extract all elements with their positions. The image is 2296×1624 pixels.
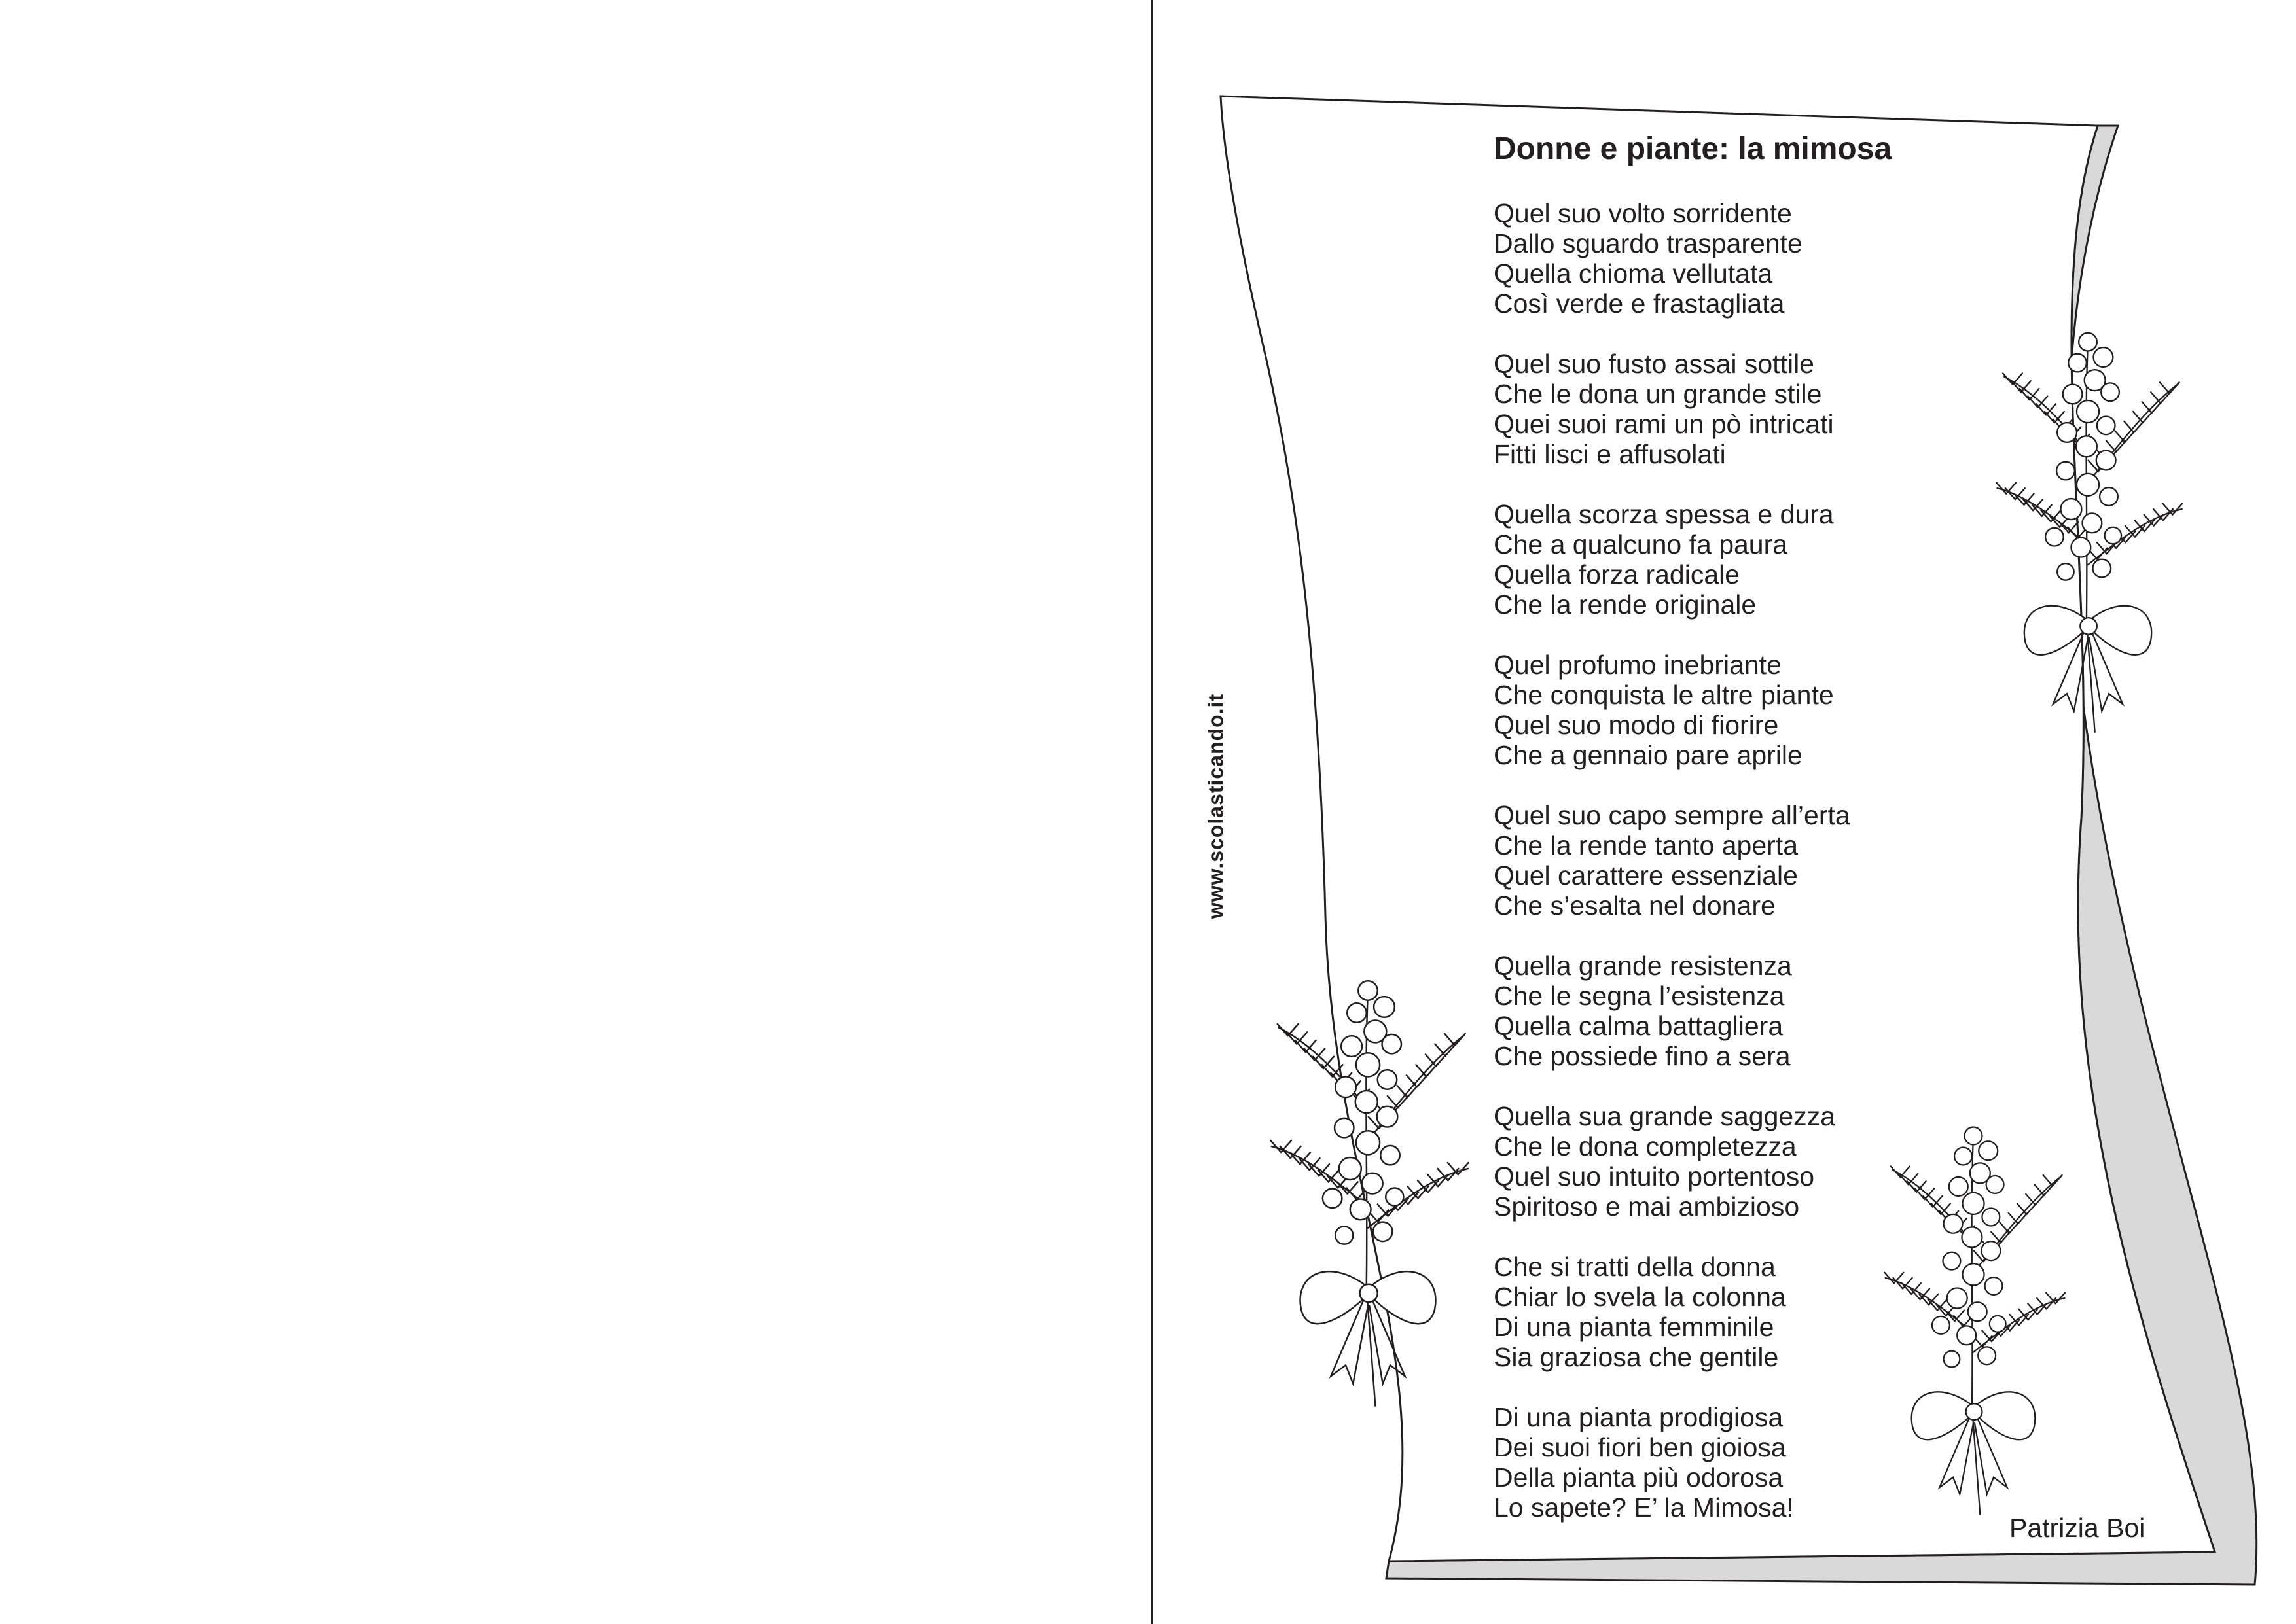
poem-line: Quel suo fusto assai sottile — [1494, 349, 1814, 379]
poem-author: Patrizia Boi — [2009, 1513, 2145, 1543]
mimosa-sprig-icon — [1983, 314, 2193, 746]
poem-line: Quel suo modo di fiorire — [1494, 710, 1779, 740]
stanza — [1494, 951, 2056, 1071]
poem-line: Quella calma battagliera — [1494, 1011, 1784, 1041]
stanza — [1494, 499, 2056, 620]
poem-line: Quella grande resistenza — [1494, 951, 1792, 981]
stanza — [1494, 800, 2056, 921]
poem-line: Che s’esalta nel donare — [1494, 891, 1776, 921]
poem-line: Che conquista le altre piante — [1494, 680, 1834, 710]
stanza — [1494, 349, 2056, 469]
mimosa-sprig-icon — [1872, 1106, 2075, 1531]
mimosa-sprig-icon — [1257, 942, 1479, 1439]
stanza — [1494, 198, 2056, 319]
poem-line: Di una pianta femminile — [1494, 1312, 1774, 1342]
stanza — [1494, 650, 2056, 770]
poem-line: Quei suoi rami un pò intricati — [1494, 409, 1834, 439]
poem-line: Quel suo volto sorridente — [1494, 198, 1792, 228]
poem-line: Quella forza radicale — [1494, 559, 1740, 590]
poem-line: Dei suoi fiori ben gioiosa — [1494, 1432, 1786, 1462]
poem-line: Quella chioma vellutata — [1494, 258, 1773, 289]
poem-line: Così verde e frastagliata — [1494, 289, 1785, 319]
poem-line: Sia graziosa che gentile — [1494, 1342, 1779, 1372]
poem-line: Lo sapete? E’ la Mimosa! — [1494, 1492, 1794, 1523]
poem-line: Quel suo intuito portentoso — [1494, 1161, 1815, 1192]
poem-line: Che la rende originale — [1494, 590, 1757, 620]
poem-line: Dallo sguardo trasparente — [1494, 228, 1803, 258]
poem-line: Fitti lisci e affusolati — [1494, 439, 1726, 469]
poem-line: Quel suo capo sempre all’erta — [1494, 800, 1850, 830]
poem-line: Di una pianta prodigiosa — [1494, 1402, 1784, 1432]
site-url: www.scolasticando.it — [1204, 693, 1228, 919]
poem-line: Spiritoso e mai ambizioso — [1494, 1192, 1800, 1222]
poem-line: Quel profumo inebriante — [1494, 650, 1782, 680]
poem-line: Quel carattere essenziale — [1494, 860, 1798, 891]
poem-title: Donne e piante: la mimosa — [1494, 132, 1892, 166]
poem-line: Che le dona completezza — [1494, 1131, 1797, 1161]
poem-line: Che la rende tanto aperta — [1494, 830, 1798, 860]
poem-line: Della pianta più odorosa — [1494, 1462, 1784, 1492]
poem-line: Quella scorza spessa e dura — [1494, 499, 1834, 529]
poem-line: Che si tratti della donna — [1494, 1252, 1776, 1282]
poem-line: Che a gennaio pare aprile — [1494, 740, 1803, 770]
poem-line: Che le segna l’esistenza — [1494, 981, 1785, 1011]
poem-line: Che le dona un grande stile — [1494, 379, 1822, 409]
poem-line: Quella sua grande saggezza — [1494, 1101, 1835, 1131]
poem-line: Che possiede fino a sera — [1494, 1041, 1791, 1071]
poem-line: Chiar lo svela la colonna — [1494, 1282, 1786, 1312]
poem-line: Che a qualcuno fa paura — [1494, 529, 1788, 559]
